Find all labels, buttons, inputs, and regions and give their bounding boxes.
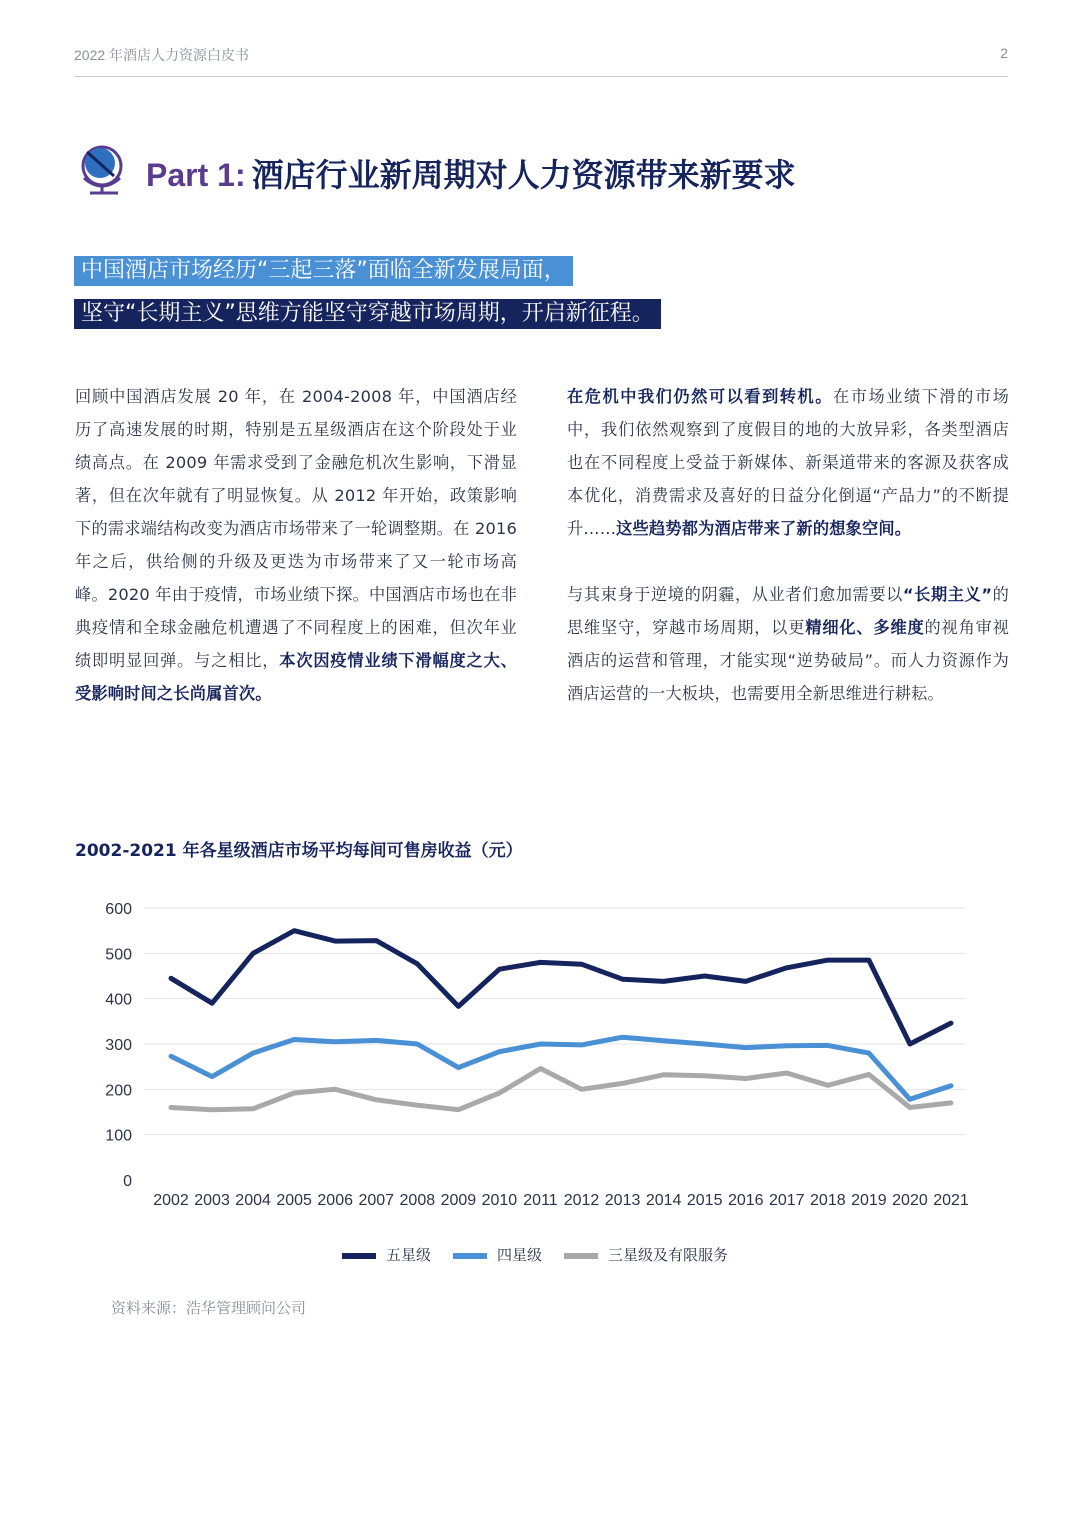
x-tick-label: 2009 — [440, 1192, 477, 1209]
legend-label: 三星级及有限服务 — [608, 1246, 729, 1264]
legend-item — [453, 1244, 542, 1265]
series-line — [171, 1037, 951, 1099]
right-text-d: 的视角审视酒店的运营和管理，才能实现“逆势破局”。而人力资源作为酒店运营的一大板块，也需要用全新思维进行耕耘。 — [567, 618, 1009, 703]
x-tick-label: 2006 — [317, 1192, 354, 1209]
banner-line-1: 中国酒店市场经历“三起三落”面临全新发展局面， — [74, 256, 573, 286]
x-tick-label: 2008 — [399, 1192, 436, 1209]
y-tick-label: 400 — [105, 991, 132, 1009]
x-tick-label: 2017 — [768, 1192, 805, 1209]
page-header — [74, 42, 1008, 77]
section-heading — [146, 150, 796, 196]
y-tick-label: 0 — [123, 1173, 132, 1190]
right-bold-text-a: 在危机中我们仍然可以看到转机。 — [567, 387, 834, 406]
legend-label: 四星级 — [497, 1246, 543, 1264]
legend-swatch — [453, 1253, 487, 1259]
left-column — [75, 380, 517, 710]
right-paragraph-1 — [567, 380, 1009, 545]
x-tick-label: 2018 — [810, 1192, 846, 1209]
right-text-b: 与其束身于逆境的阴霾，从业者们愈加需要以 — [567, 585, 903, 604]
left-text: 回顾中国酒店发展 20 年，在 2004-2008 年，中国酒店经历了高速发展的时期，特别是五星级酒店在这个阶段处于业绩高点。在 2009 年需求受到了金融危机次生影响，下滑显著，但在次年就有了明显恢复。从 2012 年开始，政策影响下的需求端结构改变为酒店市场带来了一轮调整期。在 2016 年之后，供给侧的升级及更迭为市场带来了又一轮市场高峰。2020 年由于疫情，市场业绩下探。中国酒店市场也在非典疫情和全球金融危机遭遇了不同程度上的困难，但次年业绩即明显回弹。与之相比， — [75, 387, 517, 670]
chart-legend — [342, 1244, 750, 1268]
x-tick-label: 2004 — [235, 1192, 271, 1209]
x-tick-label: 2014 — [645, 1192, 682, 1209]
legend-item — [342, 1244, 431, 1265]
x-tick-label: 2010 — [481, 1192, 518, 1209]
y-tick-label: 500 — [105, 946, 132, 964]
right-bold-text-d: 精细化、多维度 — [805, 618, 925, 637]
y-tick-label: 600 — [105, 901, 132, 918]
series-line — [171, 931, 951, 1044]
legend-swatch — [342, 1253, 376, 1259]
y-tick-label: 200 — [105, 1082, 132, 1100]
x-tick-label: 2019 — [851, 1192, 887, 1209]
legend-swatch — [564, 1253, 598, 1259]
x-tick-label: 2013 — [604, 1192, 641, 1209]
x-tick-label: 2007 — [358, 1192, 395, 1209]
right-bold-text-c: “长期主义” — [902, 585, 993, 604]
right-bold-text-b: 这些趋势都为酒店带来了新的想象空间。 — [616, 519, 912, 538]
x-tick-label: 2002 — [153, 1192, 189, 1209]
right-paragraph-2 — [567, 578, 1009, 710]
x-tick-label: 2005 — [276, 1192, 312, 1209]
page-number: 2 — [1000, 45, 1008, 61]
left-paragraph — [75, 380, 517, 710]
right-column — [567, 380, 1009, 710]
left-bold-text: 本次因疫情业绩下滑幅度之大、受影响时间之长尚属首次。 — [75, 651, 517, 703]
x-tick-label: 2016 — [727, 1192, 764, 1209]
part-label: Part 1: — [146, 157, 246, 193]
x-tick-label: 2003 — [194, 1192, 230, 1209]
line-chart — [90, 890, 990, 1225]
y-tick-label: 100 — [105, 1127, 132, 1145]
x-tick-label: 2021 — [933, 1192, 969, 1209]
x-tick-label: 2015 — [686, 1192, 723, 1209]
right-text-a: 在市场业绩下滑的市场中，我们依然观察到了度假目的地的大放异彩，各类型酒店也在不同程度上受益于新媒体、新渠道带来的客源及获客成本优化，消费需求及喜好的日益分化倒逼“产品力”的不断提升…… — [567, 387, 1010, 538]
y-tick-label: 300 — [105, 1037, 132, 1054]
part-title: 酒店行业新周期对人力资源带来新要求 — [251, 156, 796, 194]
x-tick-label: 2011 — [523, 1192, 558, 1209]
source-note: 资料来源：浩华管理顾问公司 — [111, 1299, 307, 1317]
right-text-c: 的思维坚守，穿越市场周期，以更 — [567, 585, 1009, 637]
x-tick-label: 2020 — [892, 1192, 928, 1209]
chart-title: 2002-2021 年各星级酒店市场平均每间可售房收益（元） — [75, 841, 523, 861]
banner-line-2: 坚守“长期主义”思维方能坚守穿越市场周期，开启新征程。 — [74, 299, 661, 329]
x-tick-label: 2012 — [563, 1192, 600, 1209]
legend-label: 五星级 — [386, 1246, 432, 1264]
globe-icon — [74, 142, 130, 198]
legend-item — [564, 1244, 728, 1265]
document-title: 2022 年酒店人力资源白皮书 — [74, 47, 250, 63]
